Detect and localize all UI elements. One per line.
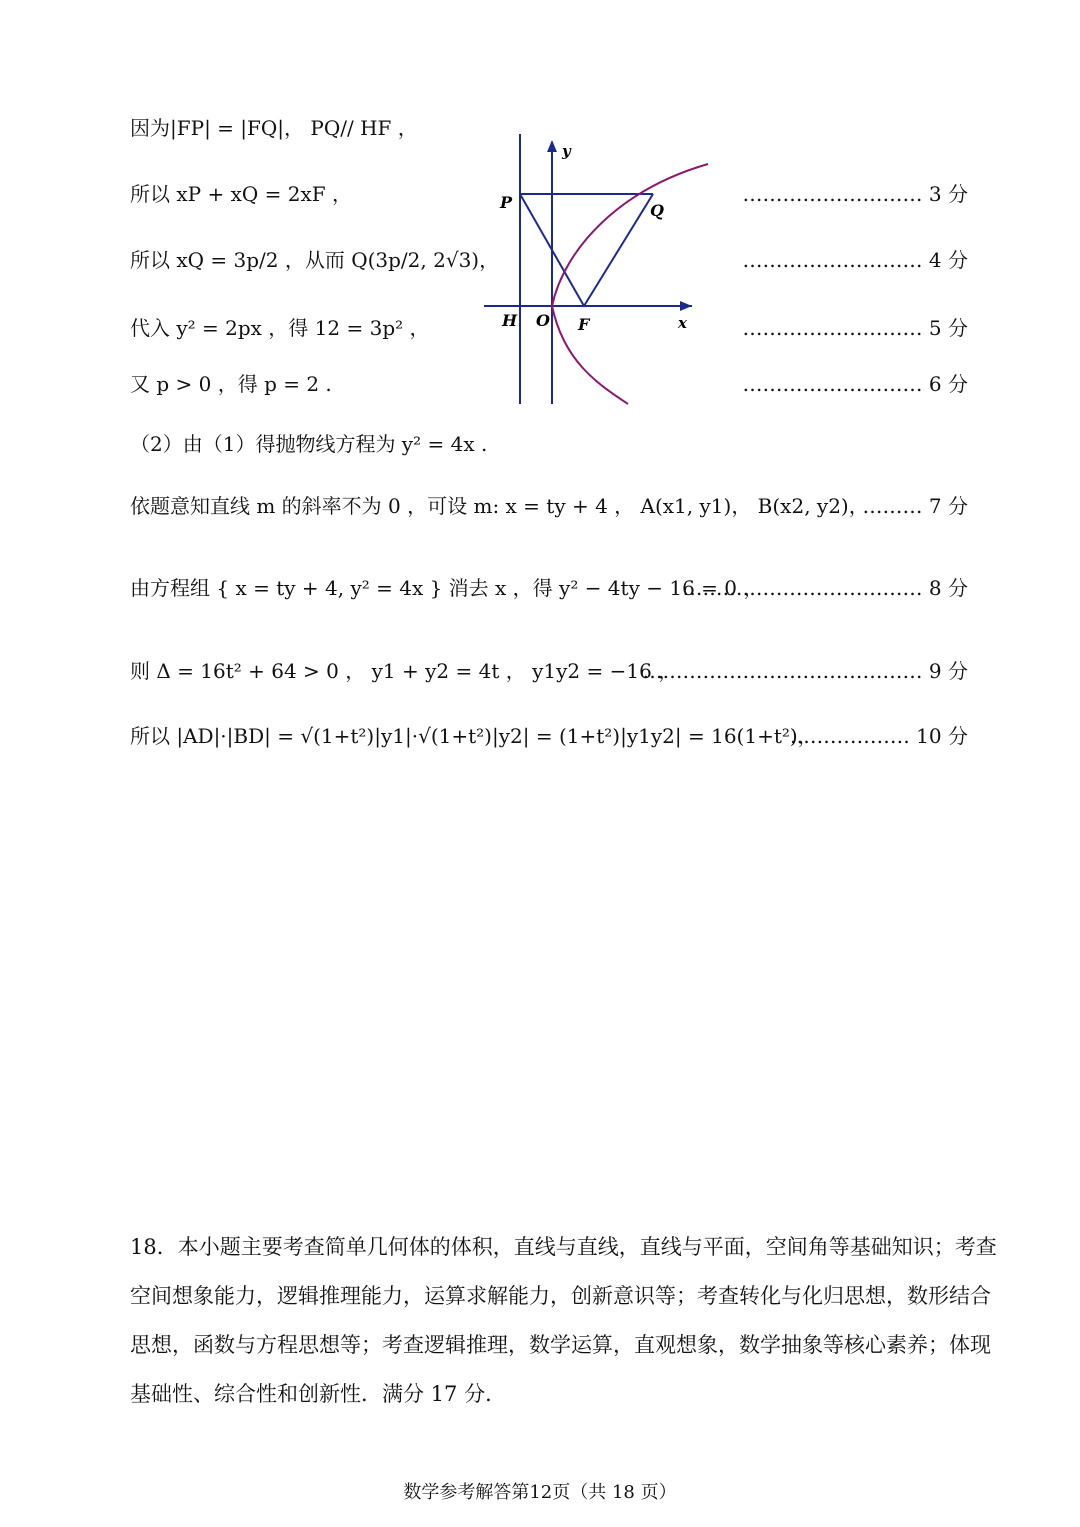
score: ……………… 10 分 [789,724,968,748]
x-axis-arrow-icon [680,301,692,311]
line-text: 依题意知直线 m 的斜率不为 0 ，可设 m: x = ty + 4 ， A(x1, y1)， B(x2, y2)， [130,494,869,518]
score: ……… 7 分 [862,494,968,518]
line-text: （2）由（1）得抛物线方程为 y² = 4x . [130,432,488,456]
line-text: 所以 xP + xQ = 2xF ， [130,182,352,206]
label-x: x [678,314,687,332]
y-axis-arrow-icon [547,140,557,152]
label-H: H [502,311,518,330]
segment-QF [584,194,653,306]
line-text: 所以 xQ = 3p/2 ，从而 Q(3p/2, 2√3)， [130,248,500,272]
score: ……………………… 4 分 [742,248,968,272]
score: ……………………… 5 分 [742,316,968,340]
parabola-figure [478,132,718,408]
label-Q: Q [650,201,664,220]
label-y: y [562,142,571,160]
line-text: 又 p > 0 ，得 p = 2 . [130,372,332,396]
line-text: 所以 |AD|·|BD| = √(1+t²)|y1|·√(1+t²)|y2| = (1+t²)|y1y2| = 16(1+t²)， [130,724,818,748]
score: ……………………………… 8 分 [682,576,968,600]
label-P: P [500,193,513,212]
line-text: 由方程组 { x = ty + 4, y² = 4x } 消去 x ，得 y² − 4ty − 16 = 0 ， [130,576,764,600]
label-F: F [578,315,590,334]
line-text: 因为|FP| = |FQ|， PQ// HF ， [130,116,418,140]
score: …………………………………… 9 分 [642,659,968,683]
label-O: O [536,311,550,330]
problem-18-intro: 18．本小题主要考查简单几何体的体积，直线与直线，直线与平面，空间角等基础知识；考查空间想象能力，逻辑推理能力，运算求解能力，创新意识等；考查转化与化归思想，数形结合思想，函数与方程思想等；考查逻辑推理，数学运算，直观想象，数学抽象等核心素养；体现基础性、综合性和创新性．满分 17 分． [130,1235,997,1406]
score: ……………………… 6 分 [742,372,968,396]
line-text: 则 Δ = 16t² + 64 > 0 ， y1 + y2 = 4t ， y1y2 = −16 ， [130,659,679,683]
page-footer: 数学参考解答第12页（共 18 页） [403,1482,677,1503]
parabola-curve [552,164,708,404]
line-text: 代入 y² = 2px ，得 12 = 3p² ， [130,316,430,340]
score: ……………………… 3 分 [742,182,968,206]
